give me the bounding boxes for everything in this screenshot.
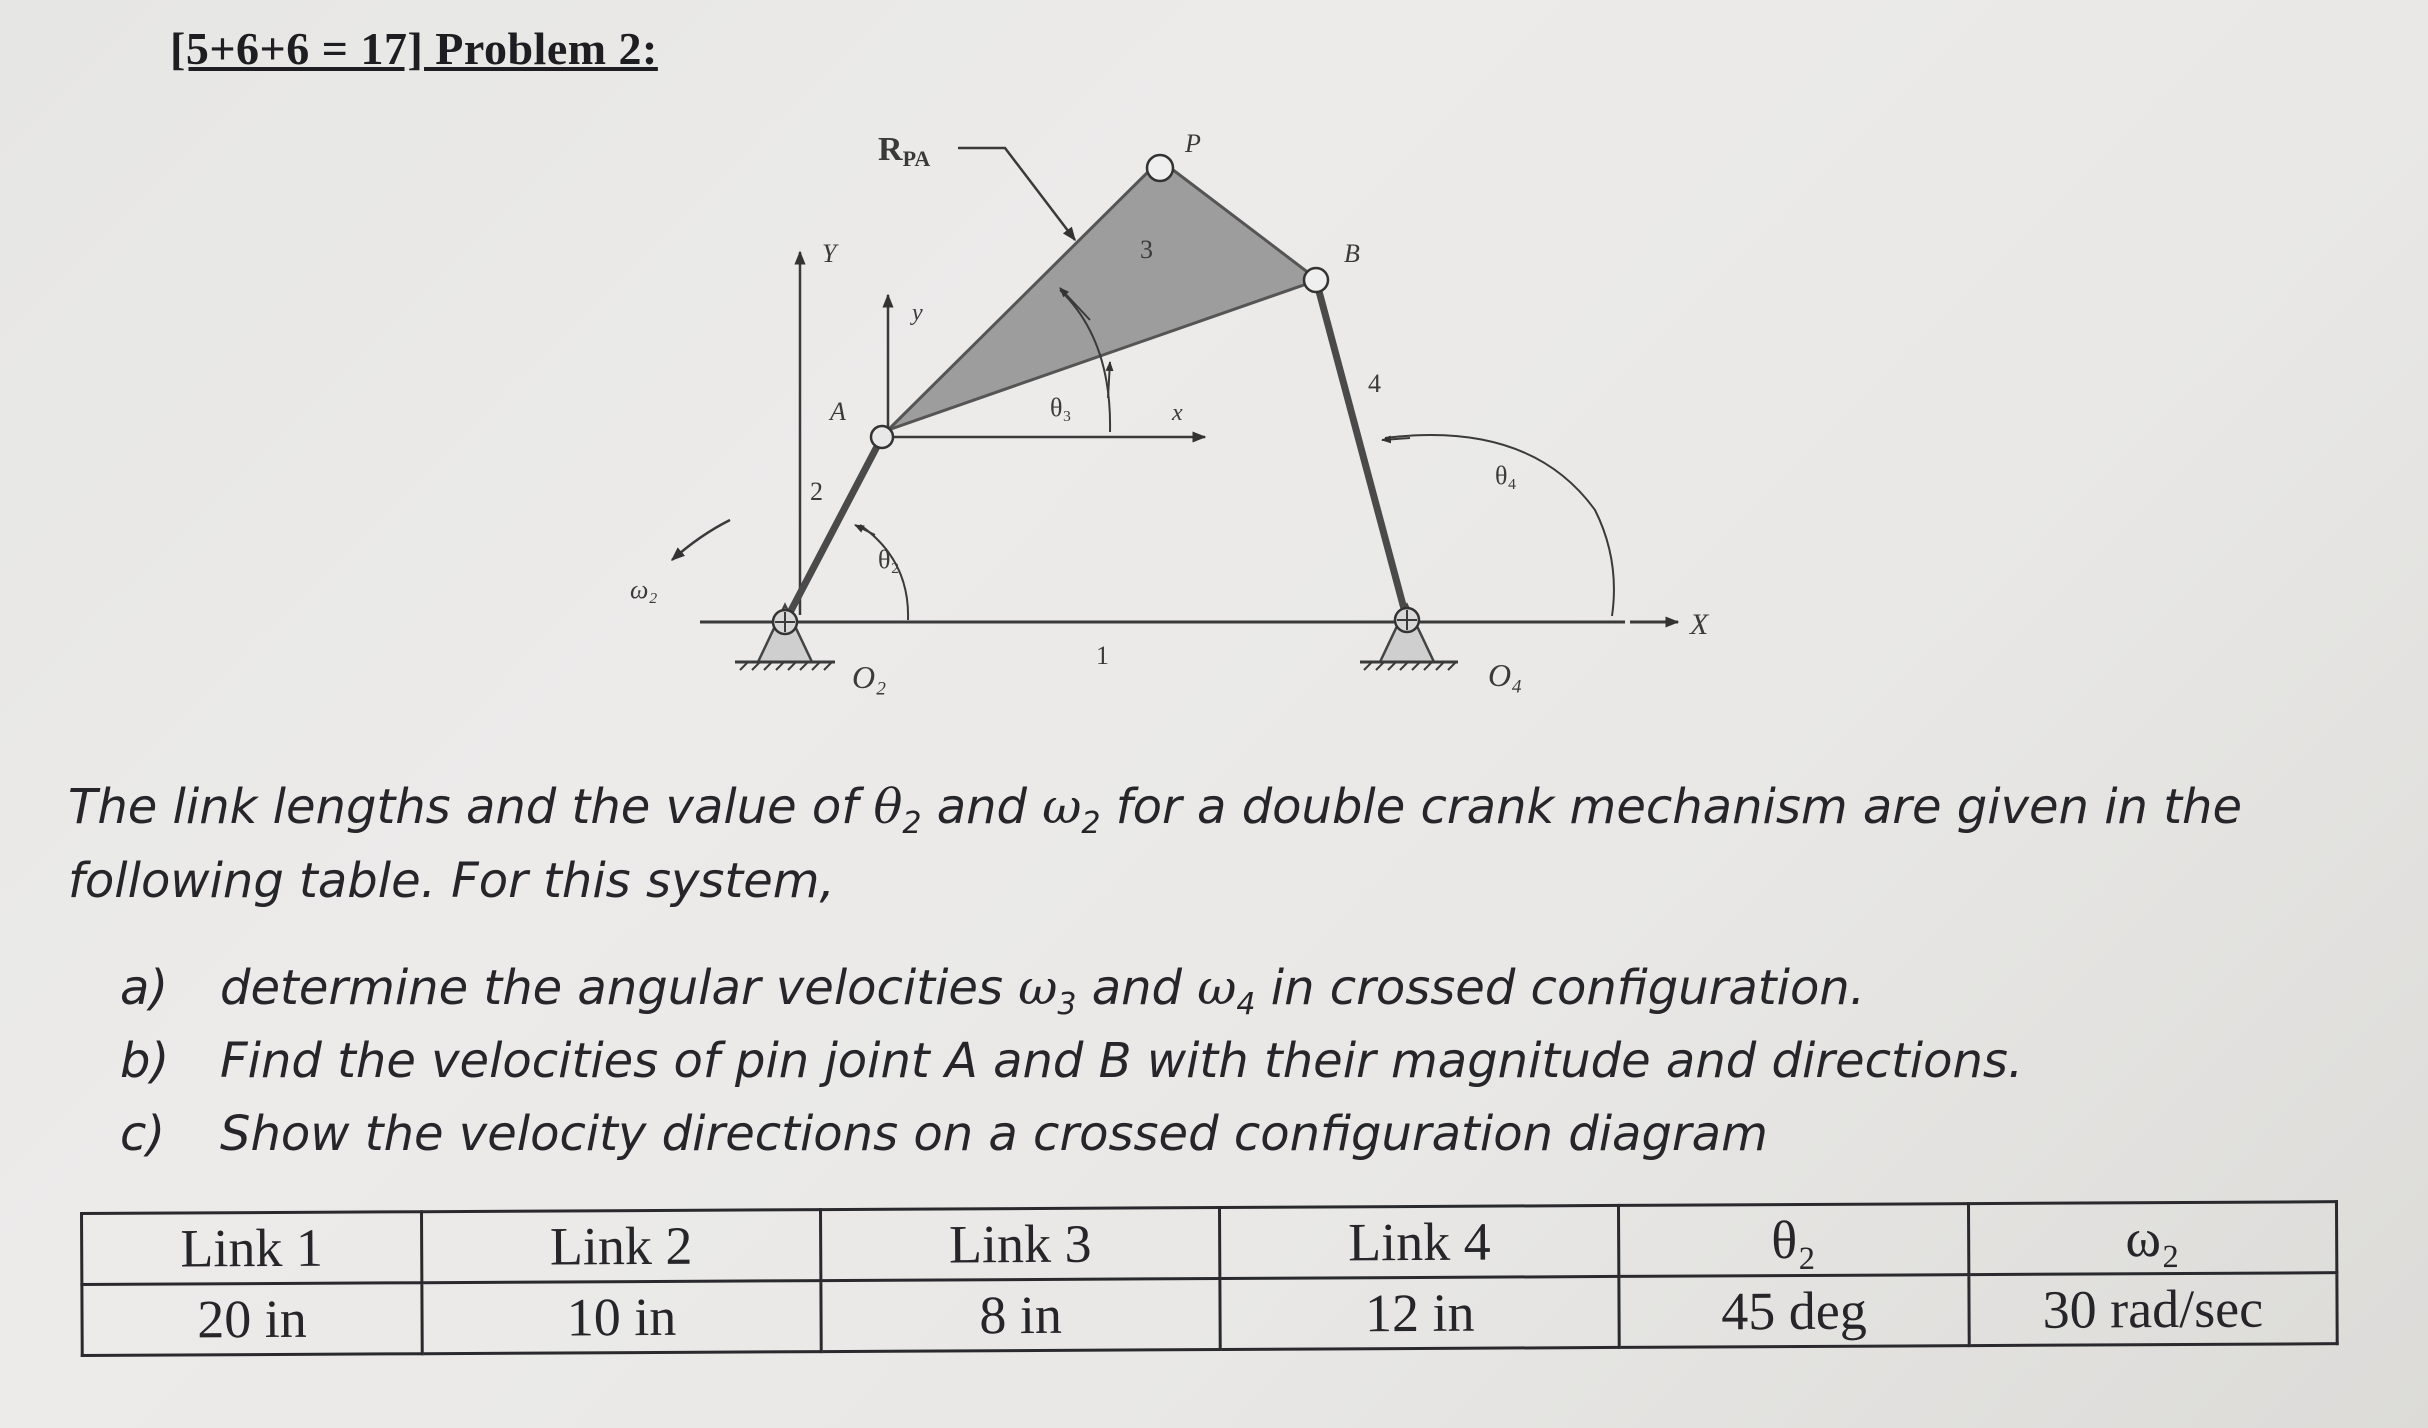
- value-link-4: 12 in: [1220, 1276, 1619, 1349]
- label-theta2: θ₂: [878, 545, 900, 574]
- coupler-link-3: [888, 160, 1318, 430]
- intro-line-1: The link lengths and the value of $\theta_2$ and $\omega_2$ for a double crank mechanism are given in the: [68, 779, 2242, 841]
- header-link-3: Link 3: [821, 1208, 1220, 1281]
- value-omega2: 30 rad/sec: [1969, 1273, 2338, 1346]
- label-rpa: RPA: [878, 131, 931, 171]
- label-big-x: X: [1690, 608, 1709, 641]
- label-link-3: 3: [1140, 235, 1153, 264]
- ground-pivot-o4: [1360, 605, 1458, 670]
- parameter-table: [80, 1200, 2339, 1357]
- question-list: [120, 952, 2370, 1171]
- label-theta3: θ₃: [1050, 393, 1072, 422]
- label-p: P: [1185, 129, 1201, 158]
- label-b: B: [1344, 239, 1360, 268]
- theta3-arrow-2: [1108, 362, 1110, 398]
- label-o2: O₂: [852, 659, 887, 695]
- question-a: a) determine the angular velocities $\omega_3$ and $\omega_4$ in crossed configuration.: [120, 960, 1865, 1022]
- header-link-4: Link 4: [1220, 1205, 1619, 1278]
- label-link-4: 4: [1368, 369, 1381, 398]
- label-omega2: ω₂: [630, 575, 658, 604]
- problem-intro: [68, 770, 2368, 918]
- intro-line-2: following table. For this system,: [68, 853, 835, 909]
- value-link-2: 10 in: [422, 1281, 821, 1354]
- question-b: b) Find the velocities of pin joint A and B with their magnitude and directions.: [120, 1033, 2024, 1089]
- pin-joint-a: [871, 426, 893, 448]
- point-p: [1147, 155, 1173, 181]
- label-a: A: [830, 397, 846, 426]
- table-header-row: [82, 1202, 2337, 1285]
- header-omega2: ω₂: [1968, 1202, 2337, 1275]
- label-link-2: 2: [810, 477, 823, 506]
- header-theta2: θ₂: [1619, 1204, 1969, 1277]
- value-link-3: 8 in: [821, 1279, 1220, 1352]
- label-link-1: 1: [1096, 641, 1109, 670]
- label-big-y: Y: [822, 239, 837, 268]
- ground-pivot-o2: [735, 605, 835, 670]
- pin-joint-b: [1304, 268, 1328, 292]
- table-row: [82, 1273, 2337, 1356]
- label-theta4: θ₄: [1495, 461, 1517, 490]
- value-link-1: 20 in: [82, 1283, 422, 1356]
- header-link-2: Link 2: [421, 1210, 820, 1283]
- label-small-y: y: [912, 300, 923, 326]
- theta2-arrow: [855, 525, 875, 535]
- rpa-leader: [958, 148, 1075, 240]
- question-c: c) Show the velocity directions on a crossed configuration diagram: [120, 1106, 1768, 1162]
- label-o4: O₄: [1488, 657, 1523, 693]
- problem-header: [5+6+6 = 17] Problem 2:: [170, 23, 658, 74]
- value-theta2: 45 deg: [1619, 1275, 1969, 1348]
- omega2-arc: [672, 520, 730, 560]
- header-link-1: Link 1: [82, 1212, 422, 1285]
- label-small-x: x: [1172, 400, 1183, 426]
- rocker-link-4: [1316, 280, 1407, 620]
